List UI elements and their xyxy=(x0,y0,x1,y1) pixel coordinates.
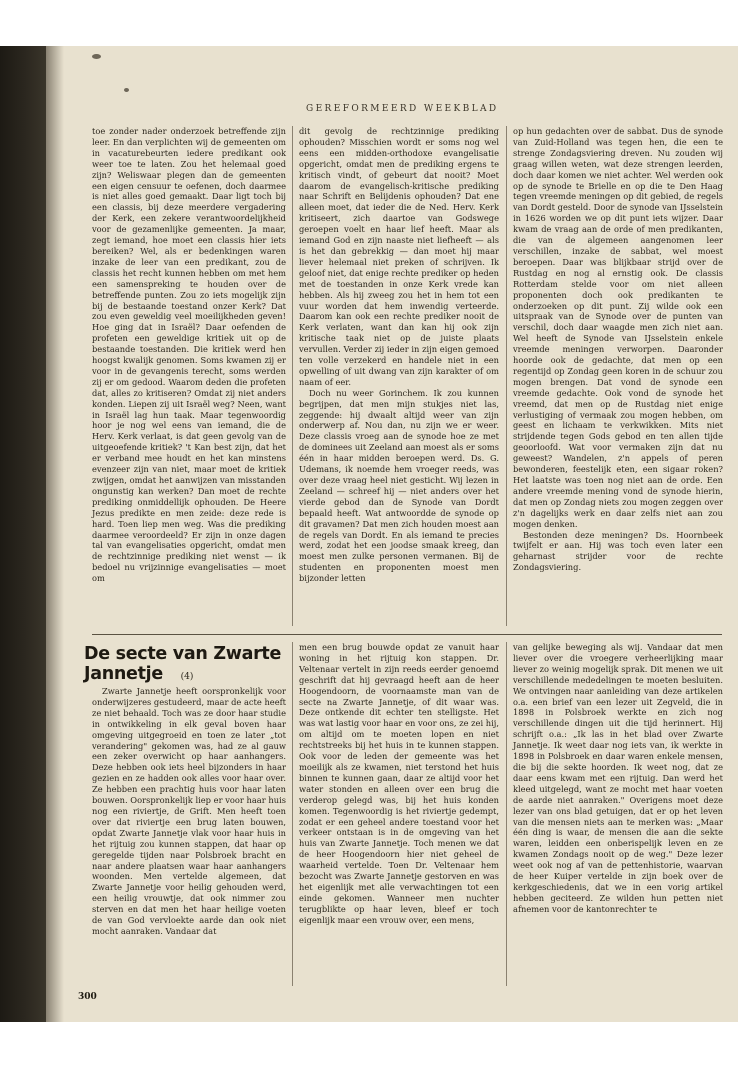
page-number: 300 xyxy=(78,992,97,1002)
book-binding-edge xyxy=(0,46,46,1022)
column-divider xyxy=(292,126,293,626)
ink-spot xyxy=(124,88,129,92)
top-column-2 xyxy=(299,126,499,584)
paragraph: Zwarte Jannetje heeft oorspronkelijk voor onderwijzeres gestudeerd, maar de acte heeft ze niet behaald. Toch was ze door haar studie in ontwikkeling in elk geval boven haar omgeving uitgegroeid en toen ze later „tot verandering" gekomen was, had ze al gauw een zeker overwicht op haar aanhangers. Deze hebben ook iets heel bijzonders in haar gezien en ze hadden ook alles voor haar over. Ze hebben een prachtig huis voor haar laten bouwen. Oorspronkelijk liep er voor haar huis nog een riviertje, de Grift. Men heeft toen over dat riviertje een brug laten bouwen, opdat Zwarte Jannetje vlak voor haar huis in het rijtuig zou kunnen stappen, dat haar op geregelde tijden naar Polsbroek bracht en naar andere plaatsen waar haar aanhangers woonden. Men vertelde algemeen, dat Zwarte Jannetje voor heilig gehouden werd, een heilig vrouwtje, dat ook nimmer zou sterven en dat men het haar heilige voeten de van God vervloekte aarde dan ook niet mocht aanraken. Vandaar dat xyxy=(92,686,287,936)
paragraph: dit gevolg de rechtzinnige prediking ophouden? Misschien wordt er soms nog wel eens een midden-orthodoxe evangelisatie opgericht, omdat men de prediking ergens te kritisch vindt, of gebeurt dat nooit? Moet daarom de evangelisch-kritische prediking naar Schrift en Belijdenis ophouden? Dat ene alleen moet, dat ieder die de Ned. Herv. Kerk kritiseert, zich daartoe van Godswege geroepen voelt en haar lief heeft. Maar als iemand God en zijn naaste niet liefheeft — als is het dan gebrekkig — dan moet hij maar liever helemaal niet preken of schrijven. Ik geloof niet, dat enige rechte prediker op heden met de toestanden in onze Kerk vrede kan hebben. Als hij zweeg zou het in hem tot een vuur worden dat hem inwendig verteerde. Daarom kan ook een rechte prediker nooit de Kerk verlaten, want dan kan hij ook zijn kritische taak niet op de juiste plaats vervullen. Verder zij ieder in zijn eigen gemoed ten volle verzekerd en handele niet in een opwelling of uit dwang van zijn karakter of om naam of eer. xyxy=(299,126,499,387)
paragraph: men een brug bouwde opdat ze vanuit haar woning in het rijtuig kon stappen. Dr. Veltenaar vertelt in zijn reeds eerder genoemd geschrift dat hij gevraagd heeft aan de heer Hoogendoorn, de voornaamste man van de secte na Zwarte Jannetje, of dit waar was. Deze ontkende dit echter ten stelligste. Het was wat lastig voor haar en voor ons, ze zei hij, om altijd om te moeten lopen en niet rechtstreeks bij het huis in te kunnen stappen. Ook voor de leden der gemeente was het moeilijk als ze kwamen, niet terstond het huis binnen te kunnen gaan, daar ze altijd voor het water stonden en alleen over een brug die verderop gelegd was, bij het huis konden komen. Tegenwoordig is het riviertje gedempt, zodat er een geheel andere toestand voor het verkeer ontstaan is in de omgeving van het huis van Zwarte Jannetje. Toch menen we dat de heer Hoogendoorn hier niet geheel de waarheid vertelde. Toen Dr. Veltenaar hem bezocht was Zwarte Jannetje gestorven en was het eigenlijk met alle verwachtingen tot een einde gekomen. Wanneer men nuchter terugblikte op haar leven, bleef er toch eigenlijk maar een vrouw over, een mens, xyxy=(299,642,499,925)
paragraph: toe zonder nader onderzoek betreffende zijn leer. En dan verplichten wij de gemeenten om in vacaturebeurten iedere predikant ook weer toe te laten. Zou het helemaal goed zijn? Weliswaar plegen dan de gemeenten een eigen censuur te oefenen, doch daarmee is niet alles goed gemaakt. Daar ligt toch bij een classis, bij deze meerdere vergadering der Kerk, een zekere verantwoordelijkheid voor de gezamenlijke gemeenten. Ja maar, zegt iemand, hoe moet een classis hier iets bereiken? Wel, als er bedenkingen waren inzake de leer van een predikant, zou de classis het recht kunnen hebben om met hem een samenspreking te houden over de betreffende punten. Zou zo iets mogelijk zijn bij de bestaande toestand onzer Kerk? Dat zou even geweldig veel moeilijkheden geven! Hoe ging dat in Israël? Daar oefenden de profeten een geweldige kritiek uit op de bestaande toestanden. Die kritiek werd hen hoogst kwalijk genomen. Soms kwamen zij er voor in de gevangenis terecht, soms werden zij er om gedood. Waarom deden die profeten dat, alles zo kritiseren? Omdat zij niet anders konden. Liepen zij uit Israël weg? Neen, want in Israël lag hun taak. Maar tegenwoordig hoor je nog wel eens van iemand, die de Herv. Kerk verlaat, is dat geen gevolg van de uitgeoefende kritiek? 't Kan best zijn, dat het er verband mee houdt en het kan minstens evenzeer zijn van niet, maar moet de kritiek zwijgen, omdat het aanwijzen van misstanden ongunstig kan werken? Dan moet de rechte prediking onmiddellijk ophouden. De Heere Jezus predikte en men zeide: deze rede is hard. Toen liep men weg. Was die prediking daarmee veroordeeld? Er zijn in onze dagen tal van evangelisaties opgericht, omdat men de rechtzinnige prediking niet wenst — ik bedoel nu vrijzinnige evangelisaties — moet om xyxy=(92,126,286,584)
section-rule xyxy=(92,634,722,635)
article-title: De secte van Zwarte Jannetje xyxy=(84,644,282,684)
bottom-column-1 xyxy=(92,686,286,937)
article-number: (4) xyxy=(180,672,194,682)
column-divider xyxy=(506,642,507,986)
gutter-shadow xyxy=(46,46,64,1022)
top-column-1 xyxy=(92,126,286,584)
scan-margin xyxy=(0,0,738,46)
magazine-page xyxy=(46,46,738,1022)
column-divider xyxy=(506,126,507,626)
paragraph: Doch nu weer Gorinchem. Ik zou kunnen begrijpen, dat men mijn stukjes niet las, zeggende: hij dwaalt altijd weer van zijn onderwerp af. Nou dan, nu zijn we er weer. Deze classis vroeg aan de synode hoe ze met de dominees uit Zeeland aan moest als er soms één in haar midden beroepen werd. Ds. G. Udemans, ik noemde hem vroeger reeds, was over deze vraag heel niet gesticht. Wij lezen in Zeeland — schreef hij — niet anders over het vierde gebod dan de Synode van Dordt bepaald heeft. Wat antwoordde de synode op dit gravamen? Dat men zich houden moest aan de regels van Dordt. En als iemand te precies werd, zodat het een joodse smaak kreeg, dan moest men zulke personen vermanen. Bij de studenten en proponenten moest men bijzonder letten xyxy=(299,387,499,584)
running-head: GEREFORMEERD WEEKBLAD xyxy=(306,104,499,114)
bottom-column-2 xyxy=(299,642,499,926)
paragraph: Bestonden deze meningen? Ds. Hoornbeek twijfelt er aan. Hij was toch even later een geharnast strijder voor de rechte Zondagsviering. xyxy=(513,529,723,573)
paragraph: van gelijke beweging als wij. Vandaar dat men liever over die vroegere verheerlijking maar liever zo weinig mogelijk sprak. Dit menen we uit verschillende mededelingen te moeten besluiten. We ontvingen naar aanleiding van deze artikelen o.a. een brief van een lezer uit Zegveld, die in 1898 in Polsbroek werkte en zich nog verschillende dingen uit die tijd herinnert. Hij schrijft o.a.: „Ik las in het blad over Zwarte Jannetje. Ik weet daar nog iets van, ik werkte in 1898 in Polsbroek en daar waren enkele mensen, die bij die sekte hoorden. Ik weet nog, dat ze daar eens kwam met een rijtuig. Dan werd het kleed uitgelegd, want ze mocht met haar voeten de aarde niet aanraken." Overigens moet deze lezer van ons blad getuigen, dat er op het leven van die mensen niets aan te merken was: „Maar één ding is waar, de mensen die aan die sekte waren, leidden een onberispelijk leven en ze kwamen Zondags nooit op de weg." Deze lezer weet ook nog af van de pettenhistorie, waarvan de heer Kuiper vertelde in zijn boek over de kerkgeschiedenis, dat we in een vorig artikel hebben geciteerd. Ze wilden hun petten niet afnemen voor de kantonrechter te xyxy=(513,642,723,914)
top-column-3 xyxy=(513,126,723,573)
column-divider xyxy=(292,642,293,986)
bottom-column-3 xyxy=(513,642,723,915)
paragraph: op hun gedachten over de sabbat. Dus de synode van Zuid-Holland was tegen hen, die een te strenge Zondagsviering dreven. Nu zouden wij graag willen weten, wat deze strengen leerden, doch daar komen we niet achter. Wel werden ook op de synode te Brielle en op die te Den Haag tegen vreemde meningen op dit gebied, de regels van Dordt gesteld. Door de synode van IJsselstein in 1626 worden we op dit punt iets wijzer. Daar kwam de vraag aan de orde of men predikanten, die van de algemeen aangenomen leer verschillen, inzake de sabbat, wel moest beroepen. Daar was blijkbaar strijd over de Rustdag en nog al ernstig ook. De classis Rotterdam stelde voor om niet alleen proponenten doch ook predikanten te onderzoeken op dit punt. Zij wilde ook een uitspraak van de Synode over de punten van verschil, doch daar waagde men zich niet aan. Wel heeft de Synode van IJsselstein enkele vreemde meningen verworpen. Daaronder hoorde ook de gedachte, dat men op een regentijd op Zondag geen koren in de schuur zou mogen brengen. Dat vond de synode een vreemde gedachte. Ook vond de synode het vreemd, dat men op de Rustdag niet enige verlustiging of vermaak zou mogen hebben, om geest en lichaam te verkwikken. Mits niet strijdende tegen Gods gebod en ten allen tijde geoorloofd. Wat voor vermaken zijn dat nu geweest? Wandelen, z'n appels of peren bewonderen, feestelijk eten, een sigaar roken? Het laatste was toen nog niet aan de orde. Een andere vreemde mening vond de synode hierin, dat men op Zondag niets zou mogen zeggen over z'n dagelijks werk en daar zelfs niet aan zou mogen denken. xyxy=(513,126,723,529)
ink-spot xyxy=(92,54,101,59)
